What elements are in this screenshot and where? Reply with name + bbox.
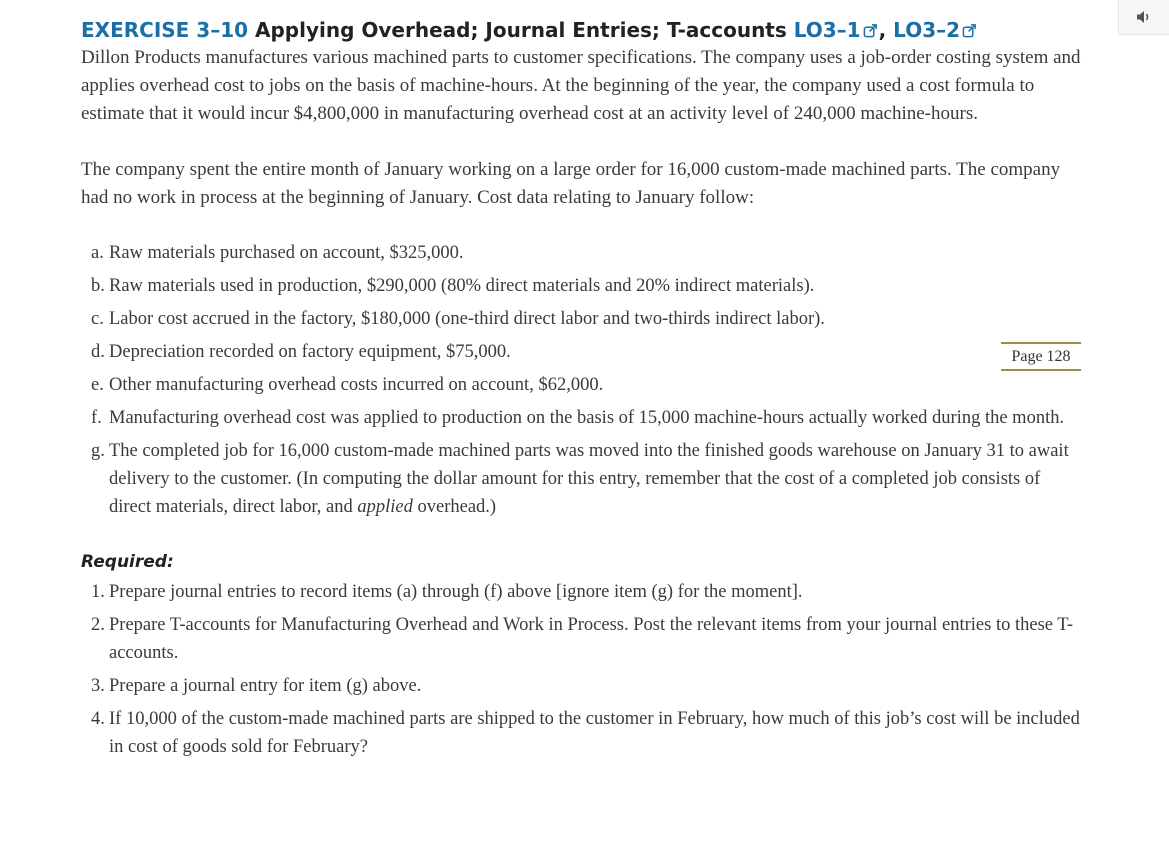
item-label: 2.: [91, 615, 105, 635]
item-label: 1.: [91, 582, 105, 602]
list-item: [91, 338, 1081, 366]
list-item: [91, 371, 1081, 399]
item-text: Depreciation recorded on factory equipment, $75,000.: [109, 342, 511, 362]
learning-objective-2-label: LO3–2: [893, 18, 961, 42]
item-label: b.: [91, 276, 105, 296]
list-item: [91, 578, 1091, 606]
external-link-icon: [962, 23, 977, 38]
item-text: Prepare a journal entry for item (g) above.: [109, 676, 422, 696]
item-label: a.: [91, 243, 104, 263]
list-item: [91, 705, 1091, 761]
item-text-italic: applied: [357, 497, 413, 517]
list-item: [91, 437, 1081, 521]
item-text: Prepare T-accounts for Manufacturing Overhead and Work in Process. Post the relevant items from your journal entries to these T-accounts.: [109, 615, 1074, 663]
required-heading: Required:: [81, 552, 174, 572]
item-text: Manufacturing overhead cost was applied to production on the basis of 15,000 machine-hours actually worked during the month.: [109, 408, 1065, 428]
item-text: Labor cost accrued in the factory, $180,000 (one-third direct labor and two-thirds indirect labor).: [109, 309, 825, 329]
item-text: Raw materials used in production, $290,000 (80% direct materials and 20% indirect materials).: [109, 276, 815, 296]
learning-objective-1-label: LO3–1: [793, 18, 861, 42]
external-link-icon: [863, 23, 878, 38]
read-aloud-button[interactable]: [1118, 0, 1169, 35]
list-item: [91, 672, 1091, 700]
exercise-number: EXERCISE 3–10: [81, 18, 249, 42]
item-label: c.: [91, 309, 104, 329]
list-item: [91, 272, 1081, 300]
item-label: f.: [91, 408, 102, 428]
objective-separator: ,: [878, 18, 894, 42]
item-label: d.: [91, 342, 105, 362]
page-number-marker: Page 128: [1001, 342, 1081, 371]
exercise-heading: [81, 16, 1081, 44]
item-text-after: overhead.): [412, 497, 497, 517]
learning-objective-link-1[interactable]: [794, 18, 879, 42]
item-text: Raw materials purchased on account, $325,000.: [109, 243, 464, 263]
exercise-title: Applying Overhead; Journal Entries; T-accounts: [248, 18, 794, 42]
cost-data-list: [81, 239, 1081, 521]
intro-paragraph-1: Dillon Products manufactures various machined parts to customer specifications. The company uses a job-order costing system and applies overhead cost to jobs on the basis of machine-hours. At the beginning of the year, the company used a cost formula to estimate that it would incur $4,800,000 in manufacturing overhead cost at an activity level of 240,000 machine-hours.: [81, 47, 1081, 124]
item-text: Prepare journal entries to record items (a) through (f) above [ignore item (g) for the moment].: [109, 582, 803, 602]
intro-paragraph-2: The company spent the entire month of January working on a large order for 16,000 custom-made machined parts. The company had no work in process at the beginning of January. Cost data relating to January follow:: [81, 159, 1061, 208]
item-label: g.: [91, 441, 105, 461]
item-label: 4.: [91, 709, 105, 729]
learning-objective-link-2[interactable]: [893, 18, 978, 42]
speaker-icon: [1136, 10, 1152, 24]
exercise-content: [81, 16, 1081, 766]
list-item: [91, 611, 1091, 667]
item-label: 3.: [91, 676, 105, 696]
list-item: [91, 305, 1081, 333]
required-list: [81, 578, 1091, 761]
item-text: If 10,000 of the custom-made machined parts are shipped to the customer in February, how much of this job’s cost will be included in cost of goods sold for February?: [109, 709, 1080, 757]
list-item: [91, 404, 1081, 432]
item-label: e.: [91, 375, 104, 395]
item-text-before: The completed job for 16,000 custom-made machined parts was moved into the finished goods warehouse on January 31 to await delivery to the customer. (In computing the dollar amount for this entry, remember that the cost of a completed job consists of direct materials, direct labor, and: [109, 441, 1069, 517]
list-item: [91, 239, 1081, 267]
item-text: Other manufacturing overhead costs incurred on account, $62,000.: [109, 375, 604, 395]
